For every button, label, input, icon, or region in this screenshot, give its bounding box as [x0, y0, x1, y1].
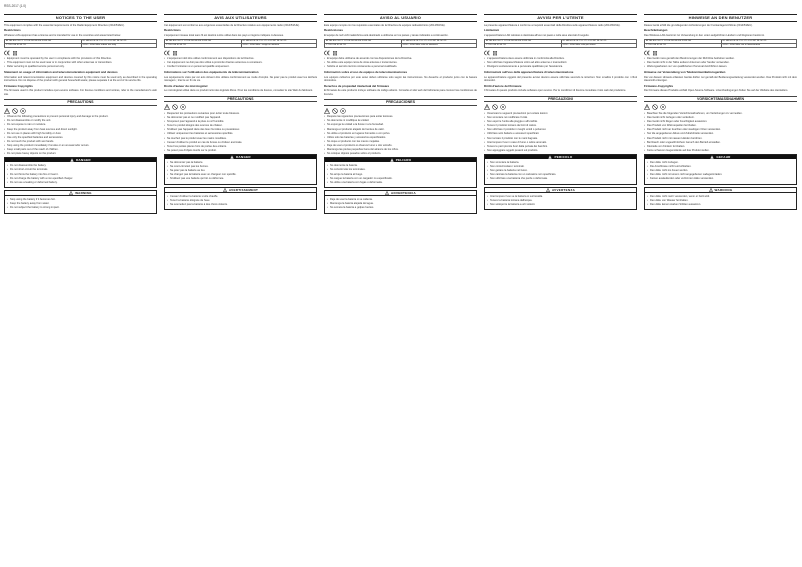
warning-list [165, 194, 316, 206]
precaution-item: • Ne touchez pas le produit avec les mains mouillées. [164, 137, 317, 140]
precaution-item: • Utilizzare solo batterie e accessori specificati. [484, 132, 637, 135]
country-table [484, 39, 637, 48]
weee-bin-icon [172, 50, 178, 56]
section-heading: Firmware Copyrights [4, 83, 33, 88]
precaution-item: • Do not use in places with high humidity or dust. [4, 132, 157, 135]
compliance-bullets [4, 57, 157, 68]
prohibit-icon [12, 108, 18, 114]
precaution-item: • Interrompere l'uso in caso di fumo o odore anomalo. [484, 141, 637, 144]
precautions-title: PRECAUZIONI [484, 96, 637, 103]
danger-box [644, 154, 797, 185]
country-table-cell: AT BE BG CH CY CZ DE DK EE ES FI FR GB [5, 39, 82, 43]
restrictions-text: El equipo de red LAN inalámbrica está destinado a utilizarse en los países y áreas indicados a continuación. [324, 33, 449, 37]
precaution-item: • Use only the specified batteries and accessories. [4, 136, 157, 139]
precaution-item: • Tenez le produit éloigné des sources de chaleur. [164, 124, 317, 127]
section-heading: Firmware-Copyrights [644, 83, 674, 88]
section-text: Los equipos cubiertos por este aviso deben utilizarse solo según las instrucciones. No deseche el producto junto con la basura doméstica. [324, 75, 477, 82]
restrictions-heading: Restrictions [164, 28, 181, 33]
warning-box [4, 190, 157, 213]
country-table-cell: 5150 – 5350 MHz : usage en intérieur [241, 43, 316, 47]
precaution-item: • Beachten Sie die folgenden Vorsichtsmaßnahmen, um Verletzungen zu vermeiden. [644, 112, 797, 115]
warning-header [325, 191, 476, 196]
compliance-bullets [324, 57, 477, 68]
section-text: Die Firmware dieses Produkts enthält Open-Source-Software. Lizenzbedingungen finden Sie auf der Website des Herstellers. [644, 89, 789, 93]
compliance-item: • Wartungsarbeiten nur von qualifiziertem Personal durchführen lassen. [644, 65, 797, 68]
precaution-symbols [644, 104, 797, 110]
language-column [484, 14, 637, 562]
intro-text: La presente apparecchiatura è conforme ai requisiti essenziali della Direttiva sulle apparecchiature radio (2014/53/UE). [484, 23, 621, 27]
precaution-item: • No coloque objetos pesados sobre el producto. [324, 152, 477, 155]
country-table-cell: 5150 – 5350 MHz: indoor use only [81, 43, 156, 47]
precaution-symbols [164, 104, 317, 110]
warning-item: • Tenere la batteria lontana dall'acqua. [487, 199, 634, 202]
precaution-item: • Das Produkt nicht an feuchten oder staubigen Orten verwenden. [644, 128, 797, 131]
country-table-cell: AT BE BG CH CY CZ DE DK EE ES FI FR GB [645, 39, 722, 43]
compliance-bullets [484, 57, 637, 68]
ce-mark-icon [4, 50, 10, 56]
danger-item: • Non caricare la batteria con un caricatore non specificato. [487, 173, 634, 176]
danger-item: • Den Akku nicht ins Feuer werfen. [647, 169, 794, 172]
danger-item: • Ne démontez pas la batterie. [167, 161, 314, 164]
warning-triangle-icon [385, 191, 389, 195]
compliance-item: • L'équipement doit être utilisé conformément aux dispositions de la Directive. [164, 57, 317, 60]
country-table-cell: PT RO SE SI SK TR [5, 43, 82, 47]
language-column [324, 14, 477, 562]
section-heading: Statement on usage of information and telecommunication equipment and devices [4, 70, 118, 75]
weee-bin-icon [12, 50, 18, 56]
precaution-item: • Stop using the product immediately if smoke or an unusual odor occurs. [4, 144, 157, 147]
danger-box [324, 157, 477, 188]
danger-label: DANGER [236, 155, 251, 160]
section-heading: Información sobre el uso de equipos de telecomunicaciones [324, 70, 408, 75]
danger-header [165, 155, 316, 159]
warning-item: • Stop using the battery if it becomes hot. [7, 198, 154, 201]
compliance-item: • L'apparecchiatura deve essere utilizzata in conformità alla Direttiva. [484, 57, 637, 60]
precaution-item: • Observe the following precautions to prevent personal injury and damage to the product. [4, 115, 157, 118]
warning-item: • Do not subject the battery to strong impact. [7, 206, 154, 209]
attention-triangle-icon [4, 108, 10, 114]
restrictions-text: L'apparecchiatura LAN wireless è destinata all'uso nei paesi e nelle aree elencati di seguito. [484, 33, 590, 37]
no-disassemble-icon [500, 104, 506, 110]
restrictions-text: L'équipement réseau local sans fil est destiné à être utilisé dans les pays et régions indiqués ci-dessous. [164, 33, 284, 37]
country-table-row [165, 43, 317, 47]
danger-box [4, 157, 157, 188]
prohibit-icon [332, 108, 338, 114]
danger-list [325, 163, 476, 184]
intro-text: This equipment complies with the essential requirements of the Radio Equipment Directive (2014/53/EU). [4, 23, 125, 27]
danger-item: • No utilice una batería con fugas o deformada. [327, 181, 474, 184]
compliance-marks [644, 50, 797, 56]
warning-triangle-icon [69, 191, 73, 195]
country-table-row [645, 43, 797, 47]
danger-item: • No desmonte la batería. [327, 164, 474, 167]
column-title: AVISO AL USUARIO [324, 14, 477, 22]
danger-list [485, 160, 636, 181]
section-heading: Hinweise zur Verwendung von Telekommunikationsgeräten [644, 70, 726, 75]
warning-box [484, 187, 637, 210]
ce-mark-icon [164, 50, 170, 56]
no-disassemble-icon [340, 108, 346, 114]
warning-header [5, 191, 156, 196]
section-text: The firmware used in this product includes open-source software. For license conditions and notices, refer to the manufacturer's web site. [4, 89, 157, 96]
danger-item: • Die Anschlüsse nicht kurzschließen. [647, 165, 794, 168]
precaution-item: • Non esporre l'unità alla pioggia o all'umidità. [484, 120, 637, 123]
prohibit-icon [652, 104, 658, 110]
section-text: Le apparecchiature oggetto del presente avviso devono essere utilizzate secondo le istruzioni. Non smaltire il prodotto con i rifiuti domestici. [484, 75, 637, 82]
danger-item: • No arroje la batería al fuego. [327, 173, 474, 176]
danger-header [325, 158, 476, 162]
section-heading: Droits d'auteur du micrologiciel [164, 83, 208, 88]
precaution-item: • No utilice el producto en lugares húmedos o con polvo. [324, 132, 477, 135]
danger-item: • Den Akku nicht zerlegen. [647, 161, 794, 164]
country-table-cell: AT BE BG CH CY CZ DE DK EE ES FI FR GB [325, 39, 402, 43]
danger-triangle-icon [390, 158, 394, 162]
danger-item: • Keinen auslaufenden oder verformten Akku verwenden. [647, 177, 794, 180]
warning-item: • No someta la batería a golpes fuertes. [327, 206, 474, 209]
section-text: El firmware de este producto incluye software de código abierto. Consulte el sitio web del fabricante para conocer las condiciones de licencia. [324, 89, 477, 96]
country-table [644, 39, 797, 48]
warning-box [644, 187, 797, 210]
compliance-item: • Solicite el servicio técnico únicamente a personal cualificado. [324, 65, 477, 68]
precautions-title: PRECAUCIONES [324, 99, 477, 106]
danger-item: • Ne court-circuitez pas les bornes. [167, 165, 314, 168]
precaution-item: • Do not expose to rain or moisture. [4, 123, 157, 126]
section-heading: Derechos de propiedad intelectual del firmware [324, 83, 390, 88]
danger-item: • Non gettare la batteria nel fuoco. [487, 169, 634, 172]
precaution-item: • Ne démontez pas et ne modifiez pas l'appareil. [164, 116, 317, 119]
warning-triangle-icon [546, 188, 550, 192]
language-column [4, 14, 157, 562]
compliance-item: • Rivolgersi esclusivamente a personale qualificato per l'assistenza. [484, 65, 637, 68]
section-text: Les équipements visés par cet avis doivent être utilisés conformément au mode d'emploi. Ne jetez pas le produit avec les déchets ménagers ; triez-le en fin de vie. [164, 75, 317, 82]
precaution-list [484, 112, 637, 152]
precaution-item: • Kleinteile von Kindern fernhalten. [644, 145, 797, 148]
section-text: Le micrologiciel utilisé dans ce produit inclut des logiciels libres. Pour les conditions de licence, consultez le site Web du fabricant. [164, 89, 313, 93]
warning-list [5, 197, 156, 209]
warning-box [324, 190, 477, 213]
precaution-item: • Keine schweren Gegenstände auf das Produkt stellen. [644, 149, 797, 152]
warning-item: • Non sottoporre la batteria a urti violenti. [487, 203, 634, 206]
precaution-item: • Utilice solo las baterías y accesorios especificados. [324, 136, 477, 139]
precaution-item: • Das Produkt von Wärmequellen fernhalten. [644, 124, 797, 127]
warning-item: • Ne soumettez pas la batterie à des chocs violents. [167, 203, 314, 206]
compliance-item: • Non utilizzare l'apparecchiatura vicino ad altre antenne o trasmettitori. [484, 61, 637, 64]
warning-item: • Mantenga la batería alejada del agua. [327, 202, 474, 205]
precaution-item: • Osservare le seguenti precauzioni per evitare lesioni. [484, 112, 637, 115]
precaution-item: • Das Gerät nicht Regen oder Feuchtigkeit aussetzen. [644, 120, 797, 123]
compliance-item: • No utilice este equipo cerca de otras antenas o transmisores. [324, 61, 477, 64]
no-disassemble-icon [660, 104, 666, 110]
warning-label: AVERTISSEMENT [228, 187, 259, 192]
language-column [644, 14, 797, 562]
danger-box [484, 154, 637, 185]
no-disassemble-icon [20, 108, 26, 114]
country-table-cell: 5150 – 5350 MHz: solo en interiores [401, 43, 476, 47]
country-table-row [485, 43, 637, 47]
precaution-item: • Respete las siguientes precauciones para evitar lesiones. [324, 115, 477, 118]
danger-list [645, 160, 796, 181]
column-title: HINWEISE AN DEN BENUTZER [644, 14, 797, 22]
country-table [324, 39, 477, 48]
precaution-item: • Deje de usar el producto si observa humo u olor extraño. [324, 144, 477, 147]
danger-item: • Ne chargez pas la batterie avec un chargeur non spécifié. [167, 173, 314, 176]
precaution-item: • Non toccare il prodotto con le mani bagnate. [484, 137, 637, 140]
compliance-item: • El equipo debe utilizarse de acuerdo con las disposiciones de la Directiva. [324, 57, 477, 60]
warning-item: • Den Akku keinen starken Stößen aussetzen. [647, 203, 794, 206]
precaution-item: • Do not disassemble or modify the unit. [4, 119, 157, 122]
document-id: RSS-2017 (1.0) [4, 4, 27, 8]
country-table-cell: EL HR HU IE IS IT LI LT LU LV MT NL NO PL [561, 39, 636, 43]
danger-label: GEFAHR [716, 155, 731, 160]
precaution-list [644, 112, 797, 152]
ce-mark-icon [644, 50, 650, 56]
danger-item: • Do not disassemble the battery. [7, 164, 154, 167]
precaution-list [4, 115, 157, 155]
precaution-item: • Cessez d'utiliser le produit en cas de fumée ou d'odeur anormale. [164, 141, 317, 144]
attention-triangle-icon [324, 108, 330, 114]
section-heading: Diritti d'autore del firmware [484, 83, 522, 88]
warning-header [485, 188, 636, 193]
warning-label: ADVERTENCIA [391, 191, 416, 196]
section-heading: Informazioni sull'uso delle apparecchiature di telecomunicazione [484, 70, 574, 75]
country-table-cell: AT BE BG CH CY CZ DE DK EE ES FI FR GB [165, 39, 242, 43]
precaution-list [324, 115, 477, 155]
country-table-cell: EL HR HU IE IS IT LI LT LU LV MT NL NO PL [81, 39, 156, 43]
danger-label: PERICOLO [554, 155, 573, 160]
danger-item: • Do not charge the battery with a non-specified charger. [7, 177, 154, 180]
country-table-row [325, 43, 477, 47]
section-text: Information and telecommunication equipment and devices covered by this notice must be used only as described in the operating instructions. Do not dispose of the product with general household waste; please separate it at the end of its service life. [4, 75, 157, 82]
ce-mark-icon [324, 50, 330, 56]
country-table-cell: 5150 – 5350 MHz: solo per interni [561, 43, 636, 47]
column-title: AVVISI PER L'UTENTE [484, 14, 637, 22]
danger-label: DANGER [76, 158, 91, 163]
country-table-cell: AT BE BG CH CY CZ DE DK EE ES FI FR GB [485, 39, 562, 43]
danger-item: • Do not short-circuit the terminals. [7, 168, 154, 171]
compliance-item: • Das Gerät nicht in der Nähe anderer Antennen oder Sender verwenden. [644, 61, 797, 64]
section-text: Die von diesem Hinweis erfassten Geräte dürfen nur gemäß der Bedienungsanleitung verwendet werden. Das Produkt nicht mit dem Hausmüll entsorgen. [644, 75, 797, 82]
compliance-bullets [644, 57, 797, 68]
precautions-title: VORSICHTSMASSNAHMEN [644, 96, 797, 103]
precaution-symbols [484, 104, 637, 110]
compliance-bullets [164, 57, 317, 68]
precaution-item: • Ne posez pas d'objets lourds sur le produit. [164, 149, 317, 152]
precaution-item: • N'exposez pas l'appareil à la pluie ou à l'humidité. [164, 120, 317, 123]
danger-header [485, 155, 636, 159]
warning-label: WARNUNG [714, 187, 733, 192]
country-table-cell: EL HR HU IE IS IT LI LT LU LV MT NL NO PL [401, 39, 476, 43]
country-table [164, 39, 317, 48]
precaution-symbols [4, 108, 157, 114]
restrictions-text: Wireless LAN equipment has a license and is intended for use in the countries and areas listed below. [4, 33, 121, 37]
country-table-row [5, 43, 157, 47]
compliance-item: • Equipment must be operated by the user in compliance with the provisions of this Directive. [4, 57, 157, 60]
precaution-item: • Tenere le parti piccole fuori dalla portata dei bambini. [484, 145, 637, 148]
warning-label: AVVERTENZA [551, 187, 576, 192]
restrictions-text: Das Wireless-LAN-Gerät ist zur Verwendung in den unten aufgeführten Ländern und Regionen bestimmt. [644, 33, 765, 37]
weee-bin-icon [652, 50, 658, 56]
precaution-item: • No exponga la unidad a la lluvia ni a la humedad. [324, 123, 477, 126]
compliance-item: • This equipment must not be used near or in conjunction with other antennas or transmitters. [4, 61, 157, 64]
warning-triangle-icon [223, 188, 227, 192]
precaution-item: • Nur die angegebenen Akkus und Zubehörteile verwenden. [644, 132, 797, 135]
section-text: Il firmware di questo prodotto include software open source. Per le condizioni di licenza consultare il sito web del produttore. [484, 89, 627, 93]
intro-text: Cet équipement est conforme aux exigences essentielles de la Directive relative aux équipements radio (2014/53/UE). [164, 23, 300, 27]
attention-triangle-icon [164, 104, 170, 110]
precautions-title: PRÉCAUTIONS [164, 96, 317, 103]
intro-text: Dieses Gerät erfüllt die grundlegenden Anforderungen der Funkanlagenrichtlinie (2014/53/EU). [644, 23, 753, 27]
compliance-item: • Refer servicing to qualified service personnel only. [4, 65, 157, 68]
danger-item: • Non cortocircuitare i terminali. [487, 165, 634, 168]
compliance-marks [164, 50, 317, 56]
weee-bin-icon [332, 50, 338, 56]
warning-item: • Den Akku von Wasser fernhalten. [647, 199, 794, 202]
precaution-item: • Das Produkt nicht mit nassen Händen berühren. [644, 137, 797, 140]
country-table-cell: EL HR HU IE IS IT LI LT LU LV MT NL NO PL [721, 39, 796, 43]
no-disassemble-icon [180, 104, 186, 110]
warning-triangle-icon [709, 188, 713, 192]
intro-text: Este equipo cumple con los requisitos esenciales de la Directiva de equipos radioeléctricos (2014/53/UE). [324, 23, 446, 27]
country-table-cell: PT RO SE SI SK TR [165, 43, 242, 47]
restrictions-heading: Restrictions [4, 28, 21, 33]
compliance-marks [4, 50, 157, 56]
danger-item: • No cortocircuite los terminales. [327, 168, 474, 171]
danger-list [5, 163, 156, 184]
compliance-item: • Confiez l'entretien à un personnel qualifié uniquement. [164, 65, 317, 68]
danger-header [645, 155, 796, 159]
section-heading: Informations sur l'utilisation des équipements de télécommunication [164, 70, 259, 75]
precaution-item: • Mantenga el producto alejado de fuentes de calor. [324, 128, 477, 131]
country-table-cell: PT RO SE SI SK TR [645, 43, 722, 47]
precaution-item: • Tenere il prodotto lontano da fonti di calore. [484, 124, 637, 127]
precaution-item: • Non appoggiare oggetti pesanti sul prodotto. [484, 149, 637, 152]
danger-box [164, 154, 317, 185]
precaution-item: • No toque el producto con las manos mojadas. [324, 140, 477, 143]
precaution-item: • Non utilizzare il prodotto in luoghi umidi o polverosi. [484, 128, 637, 131]
warning-item: • Cessez d'utiliser la batterie si elle chauffe. [167, 195, 314, 198]
warning-box [164, 187, 317, 210]
precaution-item: • N'utilisez pas l'appareil dans des lieux humides ou poussiéreux. [164, 128, 317, 131]
prohibit-icon [172, 104, 178, 110]
danger-list [165, 160, 316, 181]
warning-item: • Den Akku nicht mehr verwenden, wenn er heiß wird. [647, 195, 794, 198]
warning-list [325, 197, 476, 209]
danger-item: • No cargue la batería con un cargador no especificado. [327, 177, 474, 180]
compliance-item: • Das Gerät muss gemäß den Bestimmungen der Richtlinie betrieben werden. [644, 57, 797, 60]
precaution-item: • Das Gerät nicht zerlegen oder verändern. [644, 116, 797, 119]
precaution-item: • Keep small parts out of the reach of children. [4, 148, 157, 151]
danger-header [5, 158, 156, 162]
warning-header [165, 188, 316, 193]
compliance-marks [324, 50, 477, 56]
danger-item: • Ne jetez pas la batterie au feu. [167, 169, 314, 172]
warning-list [645, 194, 796, 206]
attention-triangle-icon [644, 104, 650, 110]
warning-list [485, 194, 636, 206]
warning-item: • Tenez la batterie éloignée de l'eau. [167, 199, 314, 202]
danger-triangle-icon [548, 155, 552, 159]
country-table-cell: EL HR HU IE IS IT LI LT LU LV MT NL NO PL [241, 39, 316, 43]
restrictions-heading: Restricciones [324, 28, 343, 33]
ce-mark-icon [484, 50, 490, 56]
warning-item: • Deje de usar la batería si se calienta. [327, 198, 474, 201]
compliance-marks [484, 50, 637, 56]
precaution-list [164, 112, 317, 152]
warning-header [645, 188, 796, 193]
column-title: AVIS AUX UTILISATEURS [164, 14, 317, 22]
warning-item: • Keep the battery away from water. [7, 202, 154, 205]
compliance-item: • Cet équipement ne doit pas être utilisé à proximité d'autres antennes ou émetteurs. [164, 61, 317, 64]
precaution-item: • Do not touch the product with wet hands. [4, 140, 157, 143]
precaution-item: • No desmonte ni modifique la unidad. [324, 119, 477, 122]
weee-bin-icon [492, 50, 498, 56]
danger-triangle-icon [70, 158, 74, 162]
attention-triangle-icon [484, 104, 490, 110]
precaution-item: • Utilisez uniquement les batteries et accessoires spécifiés. [164, 132, 317, 135]
country-table [4, 39, 157, 48]
precaution-item: • Tenez les petites pièces hors de portée des enfants. [164, 145, 317, 148]
precaution-item: • Bei Rauch oder ungewöhnlichem Geruch den Betrieb einstellen. [644, 141, 797, 144]
precaution-item: • Respectez les précautions suivantes pour éviter toute blessure. [164, 112, 317, 115]
country-table-cell: 5150 – 5350 MHz: nur in Innenräumen [721, 43, 796, 47]
precaution-symbols [324, 108, 477, 114]
danger-item: • Do not throw the battery into fire or heat it. [7, 173, 154, 176]
danger-item: • Do not use a leaking or deformed battery. [7, 181, 154, 184]
country-table-cell: PT RO SE SI SK TR [485, 43, 562, 47]
column-title: NOTICES TO THE USER [4, 14, 157, 22]
language-column [164, 14, 317, 562]
danger-item: • N'utilisez pas une batterie qui fuit ou déformée. [167, 177, 314, 180]
danger-triangle-icon [710, 155, 714, 159]
danger-item: • Den Akku nicht mit einem nicht angegebenen Ladegerät laden. [647, 173, 794, 176]
warning-item: • Interrompere l'uso se la batteria si surriscalda. [487, 195, 634, 198]
danger-triangle-icon [230, 155, 234, 159]
country-table-cell: PT RO SE SI SK TR [325, 43, 402, 47]
precaution-item: • Do not place heavy objects on the product. [4, 152, 157, 155]
prohibit-icon [492, 104, 498, 110]
danger-item: • Non utilizzare una batteria che perde o deformata. [487, 177, 634, 180]
warning-label: WARNING [75, 191, 92, 196]
precautions-title: PRECAUTIONS [4, 99, 157, 106]
precaution-item: • Mantenga las piezas pequeñas fuera del alcance de los niños. [324, 148, 477, 151]
restrictions-heading: Beschränkungen [644, 28, 668, 33]
precaution-item: • Non smontare né modificare l'unità. [484, 116, 637, 119]
danger-item: • Non smontare la batteria. [487, 161, 634, 164]
precaution-item: • Keep the product away from heat sources and direct sunlight. [4, 128, 157, 131]
danger-label: PELIGRO [395, 158, 412, 163]
restrictions-heading: Limitazioni [484, 28, 500, 33]
